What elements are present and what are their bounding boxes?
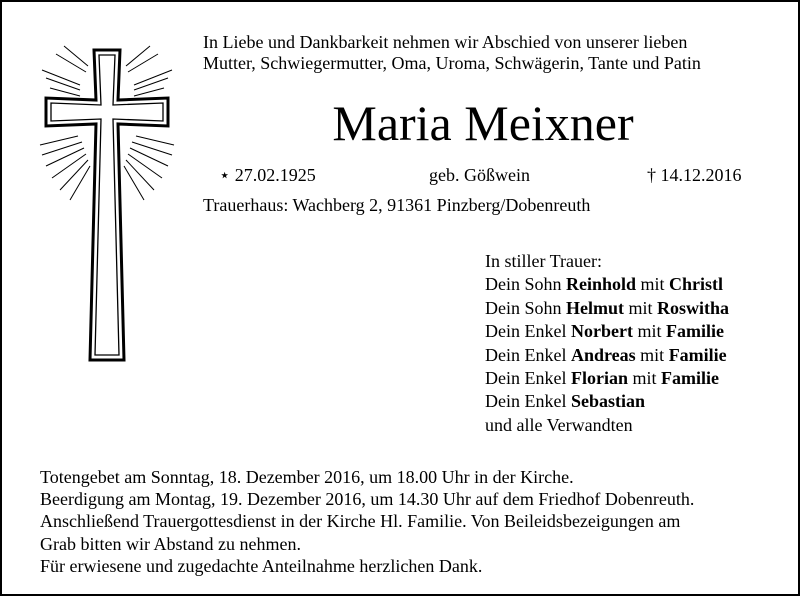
mourner-line: Dein Enkel Sebastian [485, 391, 646, 412]
mourner-line: Dein Sohn Helmut mit Roswitha [485, 297, 730, 318]
footer-line: Für erwiesene und zugedachte Anteilnahme herzlichen Dank. [40, 555, 483, 576]
mourner-partner: Familie [661, 368, 719, 389]
mourner-line: Dein Enkel Florian mit Familie [485, 368, 719, 389]
maiden-name: geb. Gößwein [429, 165, 530, 185]
mourner-line: Dein Enkel Andreas mit Familie [485, 344, 727, 365]
cross-outline [46, 50, 168, 360]
mourner-name: Andreas [570, 344, 636, 365]
cross-icon [32, 40, 182, 380]
footer-line: Grab bitten wir Abstand zu nehmen. [40, 533, 301, 554]
intro-line: Mutter, Schwiegermutter, Oma, Uroma, Schwägerin, Tante und Patin [203, 53, 701, 73]
mourners-closing: und alle Verwandten [485, 414, 633, 435]
mourner-name: Helmut [566, 297, 624, 318]
mourner-line: Dein Enkel Norbert mit Familie [485, 321, 724, 342]
mourning-house-address: Trauerhaus: Wachberg 2, 91361 Pinzberg/Dobenreuth [203, 195, 591, 215]
footer-line: Beerdigung am Montag, 19. Dezember 2016, um 14.30 Uhr auf dem Friedhof Dobenreuth. [40, 489, 695, 510]
mourner-name: Florian [570, 368, 628, 389]
mourner-name: Norbert [570, 321, 633, 342]
footer-line: Anschließend Trauergottesdienst in der Kirche Hl. Familie. Von Beileidsbezeigungen am [40, 511, 681, 532]
intro-line: In Liebe und Dankbarkeit nehmen wir Abschied von unserer lieben [203, 32, 688, 52]
mourner-name: Sebastian [570, 391, 646, 412]
mourner-name: Reinhold [566, 274, 637, 295]
mourner-partner: Familie [668, 344, 727, 365]
mourners-heading: In stiller Trauer: [485, 251, 602, 271]
funeral-details [40, 466, 780, 577]
life-dates [203, 164, 763, 186]
mourners-list [485, 250, 729, 437]
mourner-partner: Familie [665, 321, 724, 342]
intro-text [203, 32, 783, 74]
mourner-partner: Roswitha [657, 297, 730, 318]
deceased-name: Maria Meixner [332, 95, 634, 151]
birth-date: ⋆ 27.02.1925 [219, 165, 316, 185]
mourner-line: Dein Sohn Reinhold mit Christl [485, 274, 724, 295]
footer-line: Totengebet am Sonntag, 18. Dezember 2016, um 18.00 Uhr in der Kirche. [40, 467, 574, 487]
mourner-partner: Christl [669, 274, 724, 295]
death-date: † 14.12.2016 [647, 165, 742, 185]
